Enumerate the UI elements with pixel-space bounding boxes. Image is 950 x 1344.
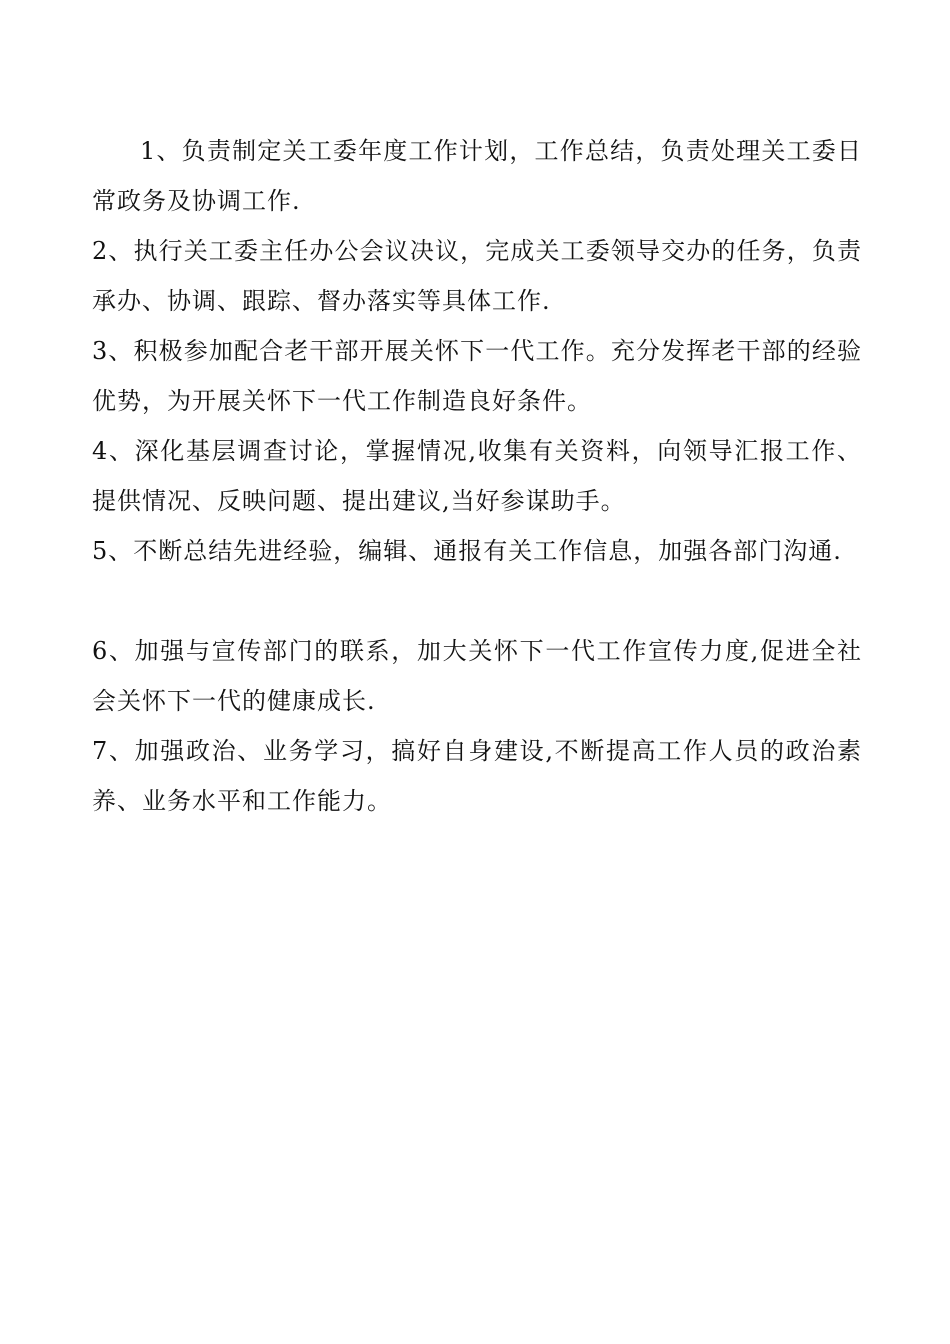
blank-line (92, 576, 862, 626)
paragraph-2: 2、执行关工委主任办公会议决议，完成关工委领导交办的任务，负责承办、协调、跟踪、督办落实等具体工作. (92, 237, 862, 315)
paragraph-6: 6、加强与宣传部门的联系，加大关怀下一代工作宣传力度,促进全社会关怀下一代的健康成长. (92, 637, 862, 715)
paragraph-7: 7、加强政治、业务学习，搞好自身建设,不断提高工作人员的政治素养、业务水平和工作能力。 (92, 737, 862, 815)
document-body (92, 126, 862, 826)
paragraph-4: 4、深化基层调查讨论，掌握情况,收集有关资料，向领导汇报工作、提供情况、反映问题、提出建议,当好参谋助手。 (92, 437, 862, 515)
paragraph-3: 3、积极参加配合老干部开展关怀下一代工作。充分发挥老干部的经验优势，为开展关怀下一代工作制造良好条件。 (92, 337, 862, 415)
paragraph-1: 1、负责制定关工委年度工作计划，工作总结，负责处理关工委日常政务及协调工作. (92, 137, 862, 215)
paragraph-5: 5、不断总结先进经验，编辑、通报有关工作信息，加强各部门沟通. (92, 537, 842, 565)
